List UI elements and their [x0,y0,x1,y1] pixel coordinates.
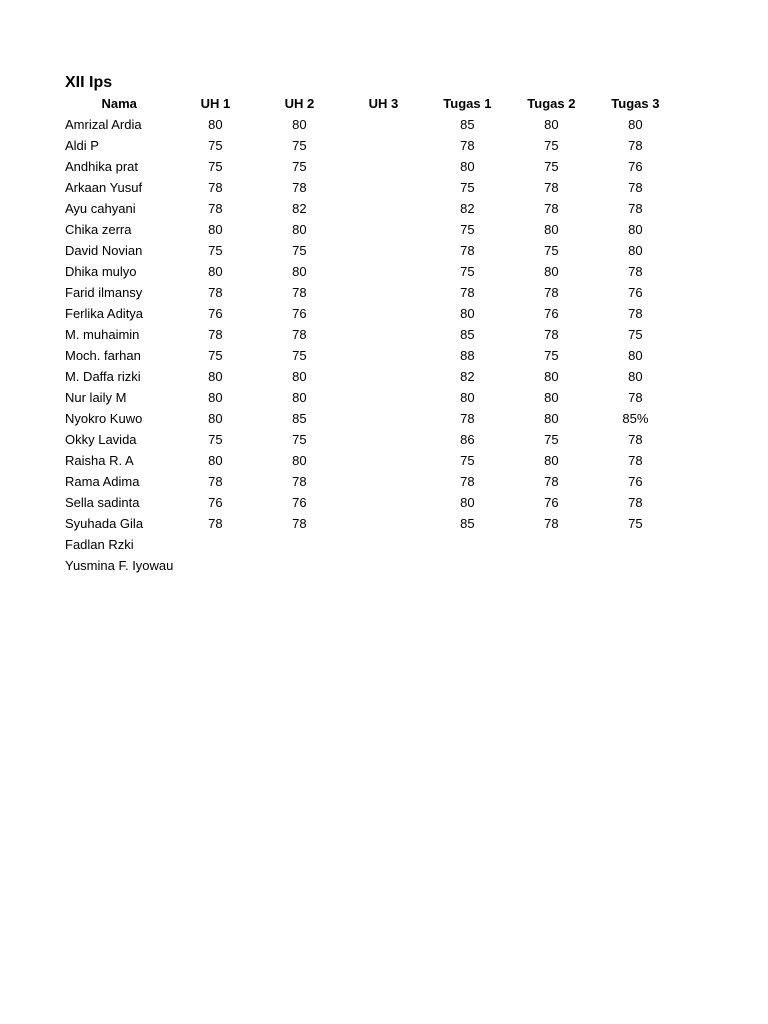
cell-name: Amrizal Ardia [65,117,142,132]
cell-name: Aldi P [65,138,99,153]
cell-tugas2: 78 [544,474,559,489]
table-row [65,324,677,345]
cell-tugas1: 78 [460,474,475,489]
table-row [65,156,677,177]
cell-uh3 [341,303,425,324]
cell-uh1: 75 [208,432,223,447]
cell-name: Andhika prat [65,159,138,174]
cell-name: Farid ilmansy [65,285,143,300]
table-row [65,114,677,135]
cell-tugas3: 78 [628,180,643,195]
cell-tugas2: 75 [544,348,559,363]
cell-uh2: 78 [292,327,307,342]
cell-uh1: 78 [208,474,223,489]
table-row [65,261,677,282]
cell-uh2: 80 [292,222,307,237]
grades-table [65,93,677,576]
cell-tugas1: 80 [460,390,475,405]
cell-uh2: 85 [292,411,307,426]
cell-tugas2: 80 [544,117,559,132]
cell-tugas2: 78 [544,327,559,342]
cell-uh1: 80 [208,222,223,237]
header-uh1: UH 1 [200,96,231,111]
table-row [65,408,677,429]
cell-tugas1: 80 [460,159,475,174]
cell-tugas1: 78 [460,243,475,258]
cell-tugas2: 78 [544,201,559,216]
cell-tugas2: 80 [544,369,559,384]
cell-uh2: 78 [292,474,307,489]
cell-name: Ayu cahyani [65,201,136,216]
cell-tugas3: 76 [628,474,643,489]
cell-tugas1: 85 [460,516,475,531]
cell-name: David Novian [65,243,143,258]
cell-tugas3: 80 [628,348,643,363]
grades-body [65,114,677,576]
cell-uh3 [341,387,425,408]
cell-tugas2: 80 [544,222,559,237]
cell-uh2: 80 [292,390,307,405]
cell-name: Raisha R. A [65,453,134,468]
cell-tugas3: 75 [628,516,643,531]
cell-uh3 [341,282,425,303]
cell-uh1: 76 [208,495,223,510]
cell-uh2: 78 [292,285,307,300]
cell-uh2: 78 [292,516,307,531]
cell-uh1: 78 [208,285,223,300]
table-row [65,282,677,303]
cell-name: Syuhada Gila [65,516,144,531]
cell-tugas1: 75 [460,180,475,195]
cell-uh3 [341,492,425,513]
cell-uh2: 75 [292,348,307,363]
cell-tugas1 [425,555,509,576]
cell-uh1: 76 [208,306,223,321]
cell-tugas3: 80 [628,222,643,237]
header-nama: Nama [101,96,137,111]
cell-tugas1: 82 [460,201,475,216]
cell-name: Arkaan Yusuf [65,180,143,195]
table-row [65,471,677,492]
cell-name: Yusmina F. Iyowau [65,558,174,573]
table-row [65,240,677,261]
cell-uh1: 80 [208,390,223,405]
cell-tugas2: 80 [544,411,559,426]
cell-tugas3 [593,534,677,555]
cell-tugas2: 78 [544,285,559,300]
cell-tugas3: 75 [628,327,643,342]
cell-uh3 [341,114,425,135]
cell-tugas2: 80 [544,264,559,279]
table-row [65,198,677,219]
grade-sheet [65,72,677,576]
cell-uh2: 82 [292,201,307,216]
cell-tugas3: 80 [628,117,643,132]
cell-uh1 [173,534,257,555]
cell-tugas2: 80 [544,453,559,468]
cell-tugas3: 78 [628,201,643,216]
cell-uh2: 76 [292,306,307,321]
cell-name: Moch. farhan [65,348,141,363]
cell-uh2: 78 [292,180,307,195]
cell-tugas3: 78 [628,306,643,321]
cell-tugas2: 80 [544,390,559,405]
cell-uh1: 80 [208,369,223,384]
cell-tugas2: 76 [544,306,559,321]
cell-uh1: 80 [208,453,223,468]
cell-uh1: 75 [208,243,223,258]
cell-tugas2: 78 [544,180,559,195]
cell-uh2: 75 [292,243,307,258]
cell-uh3 [341,135,425,156]
table-row [65,555,677,576]
cell-uh1: 75 [208,159,223,174]
table-row [65,387,677,408]
cell-tugas2: 78 [544,516,559,531]
cell-name: Chika zerra [65,222,132,237]
cell-uh2: 80 [292,117,307,132]
cell-tugas3: 78 [628,432,643,447]
cell-tugas3: 76 [628,285,643,300]
cell-tugas1: 78 [460,138,475,153]
cell-tugas2: 75 [544,138,559,153]
table-row [65,492,677,513]
cell-uh3 [341,345,425,366]
table-row [65,429,677,450]
cell-uh1: 78 [208,180,223,195]
cell-tugas3: 80 [628,243,643,258]
cell-tugas3: 85% [622,411,649,426]
cell-tugas3: 78 [628,390,643,405]
cell-name: Sella sadinta [65,495,140,510]
cell-uh3 [341,450,425,471]
cell-tugas1: 80 [460,306,475,321]
sheet-title: XII Ips [65,74,113,91]
cell-tugas1: 85 [460,117,475,132]
table-row [65,219,677,240]
cell-uh3 [341,534,425,555]
cell-uh3 [341,219,425,240]
cell-uh1: 80 [208,264,223,279]
cell-tugas1: 88 [460,348,475,363]
cell-name: Fadlan Rzki [65,537,134,552]
cell-tugas2: 75 [544,432,559,447]
header-tugas2: Tugas 2 [527,96,576,111]
cell-uh1: 78 [208,516,223,531]
cell-uh2 [257,534,341,555]
cell-uh2: 76 [292,495,307,510]
cell-tugas1: 75 [460,264,475,279]
cell-name: M. Daffa rizki [65,369,141,384]
cell-uh3 [341,177,425,198]
cell-uh1: 80 [208,117,223,132]
cell-tugas3: 78 [628,264,643,279]
table-row [65,450,677,471]
cell-name: Nur laily M [65,390,127,405]
cell-tugas1: 86 [460,432,475,447]
cell-name: Okky Lavida [65,432,137,447]
cell-name: M. muhaimin [65,327,140,342]
cell-uh3 [341,513,425,534]
cell-uh3 [341,555,425,576]
cell-uh3 [341,261,425,282]
cell-uh3 [341,156,425,177]
cell-uh3 [341,408,425,429]
cell-uh1: 78 [208,327,223,342]
cell-name: Nyokro Kuwo [65,411,143,426]
header-tugas3: Tugas 3 [611,96,660,111]
cell-uh2 [257,555,341,576]
cell-name: Rama Adima [65,474,140,489]
header-tugas1: Tugas 1 [443,96,492,111]
cell-uh1: 75 [208,348,223,363]
cell-uh1: 75 [208,138,223,153]
table-row [65,366,677,387]
cell-name: Ferlika Aditya [65,306,144,321]
cell-tugas3: 78 [628,495,643,510]
cell-uh1 [173,555,257,576]
table-row [65,513,677,534]
table-row [65,345,677,366]
cell-tugas1: 75 [460,453,475,468]
table-row [65,177,677,198]
cell-tugas1: 82 [460,369,475,384]
cell-uh3 [341,324,425,345]
cell-tugas2 [509,555,593,576]
cell-uh3 [341,240,425,261]
cell-tugas3 [593,555,677,576]
cell-uh3 [341,429,425,450]
cell-tugas2: 76 [544,495,559,510]
cell-tugas1: 80 [460,495,475,510]
cell-uh2: 75 [292,138,307,153]
cell-tugas1: 85 [460,327,475,342]
cell-uh2: 80 [292,264,307,279]
cell-tugas2: 75 [544,159,559,174]
cell-name: Dhika mulyo [65,264,137,279]
cell-uh1: 80 [208,411,223,426]
cell-tugas1: 78 [460,285,475,300]
header-row [65,93,677,114]
table-row [65,303,677,324]
table-row [65,135,677,156]
cell-uh3 [341,471,425,492]
cell-tugas1 [425,534,509,555]
cell-uh2: 80 [292,453,307,468]
cell-uh2: 75 [292,159,307,174]
table-row [65,534,677,555]
cell-uh3 [341,366,425,387]
cell-tugas3: 76 [628,159,643,174]
cell-uh2: 75 [292,432,307,447]
cell-uh1: 78 [208,201,223,216]
cell-tugas2 [509,534,593,555]
cell-tugas3: 78 [628,138,643,153]
cell-uh2: 80 [292,369,307,384]
header-uh3: UH 3 [368,96,399,111]
cell-tugas1: 75 [460,222,475,237]
cell-tugas1: 78 [460,411,475,426]
header-uh2: UH 2 [284,96,315,111]
cell-tugas2: 75 [544,243,559,258]
cell-tugas3: 80 [628,369,643,384]
cell-uh3 [341,198,425,219]
cell-tugas3: 78 [628,453,643,468]
